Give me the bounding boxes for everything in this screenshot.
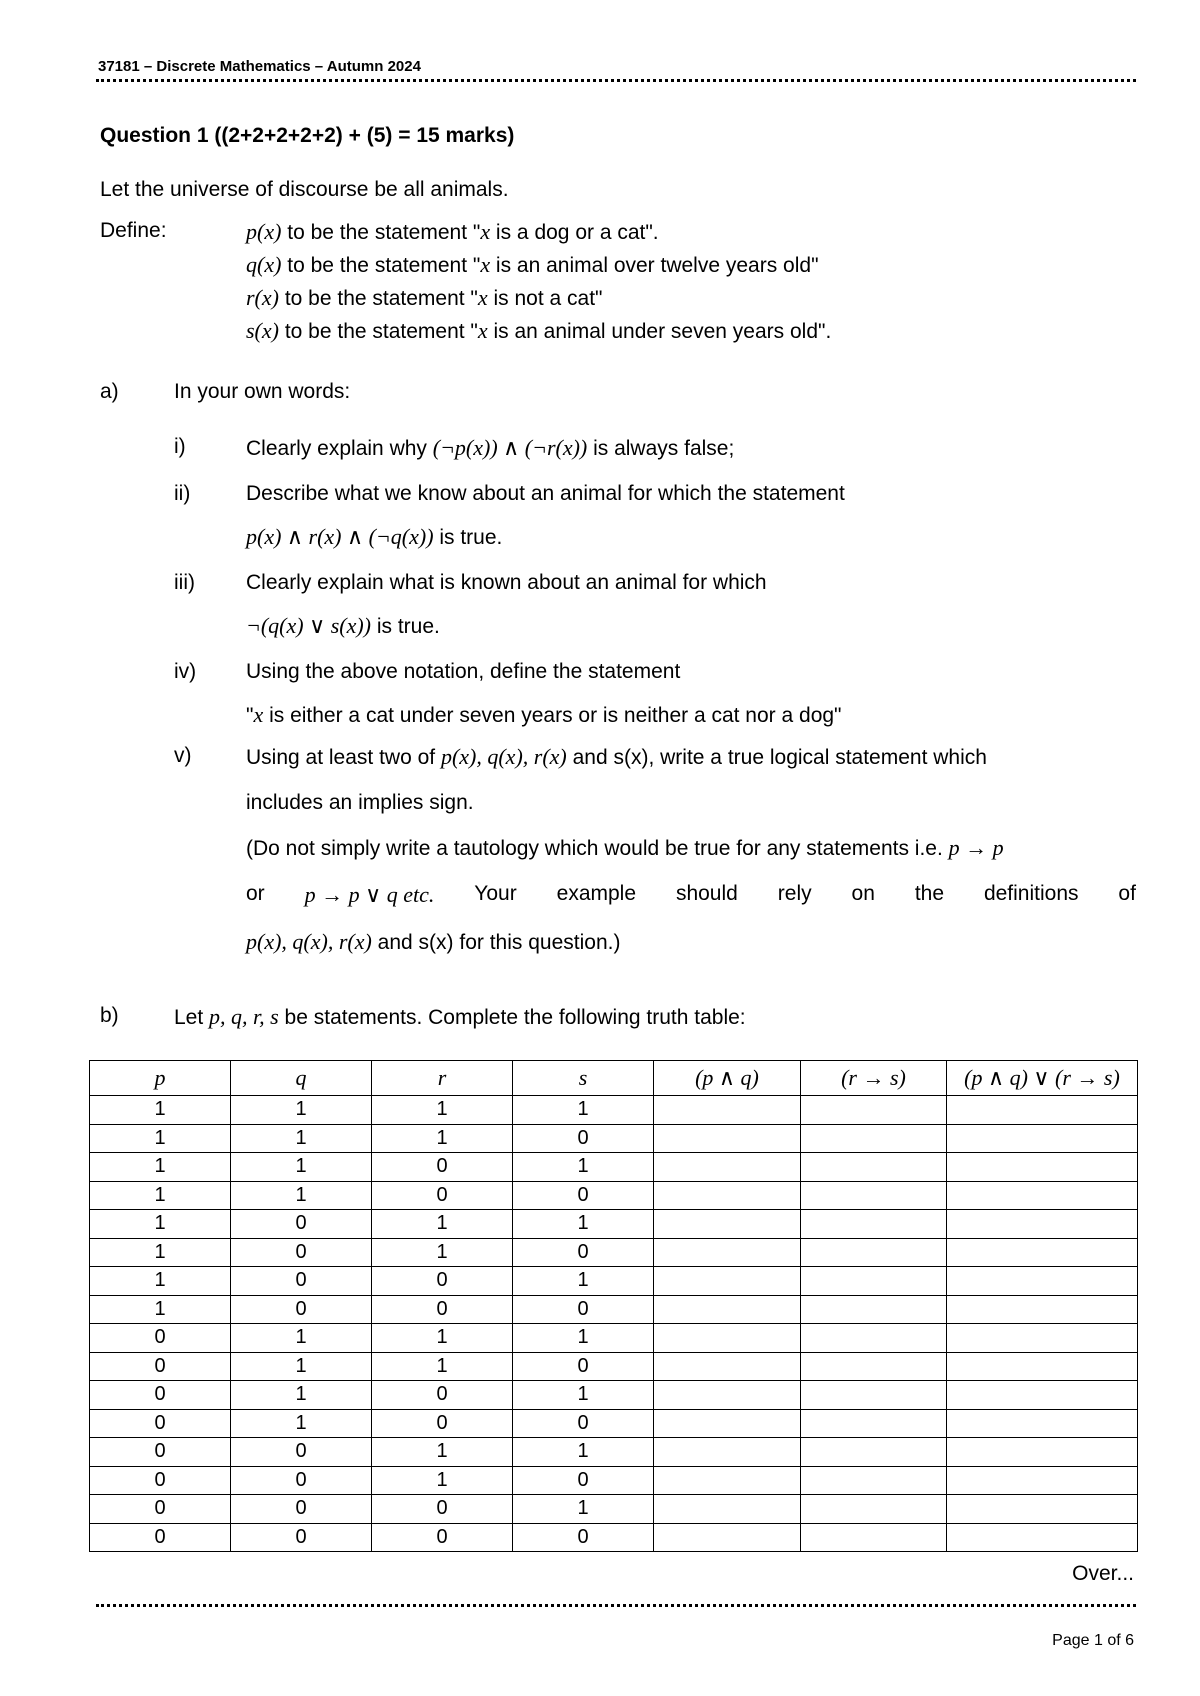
truth-table-body: [90, 1096, 1138, 1552]
truth-value-cell: 0: [90, 1466, 231, 1495]
answer-cell[interactable]: [654, 1124, 801, 1153]
def-symbol: q(x): [246, 252, 282, 277]
item-v-line5-and: and: [371, 931, 419, 954]
answer-cell[interactable]: [947, 1153, 1138, 1182]
answer-cell[interactable]: [947, 1238, 1138, 1267]
table-row: [90, 1324, 1138, 1353]
truth-value-cell: 0: [372, 1153, 513, 1182]
truth-value-cell: 1: [231, 1124, 372, 1153]
answer-cell[interactable]: [947, 1466, 1138, 1495]
truth-value-cell: 0: [231, 1238, 372, 1267]
answer-cell[interactable]: [801, 1210, 947, 1239]
answer-cell[interactable]: [801, 1438, 947, 1467]
part-b-expr: p, q, r, s: [209, 1004, 279, 1029]
header-r-implies-s: (r → s): [801, 1061, 947, 1096]
item-v-post: , write a true logical statement which: [648, 746, 987, 769]
def-var: x: [480, 219, 491, 244]
truth-value-cell: 1: [513, 1495, 654, 1524]
item-v-line5: [246, 929, 620, 955]
answer-cell[interactable]: [654, 1153, 801, 1182]
item-i-expr: (¬p(x)) ∧ (¬r(x)): [432, 435, 588, 460]
answer-cell[interactable]: [654, 1238, 801, 1267]
truth-value-cell: 0: [90, 1381, 231, 1410]
truth-value-cell: 1: [372, 1210, 513, 1239]
item-ii-expr: p(x) ∧ r(x) ∧ (¬q(x)): [246, 524, 434, 549]
truth-value-cell: 0: [231, 1210, 372, 1239]
answer-cell[interactable]: [947, 1438, 1138, 1467]
word: example: [556, 882, 637, 905]
answer-cell[interactable]: [654, 1495, 801, 1524]
item-v-line3-text: (Do not simply write a tautology which would be true for any statements i.e.: [246, 837, 949, 860]
header-s: s: [513, 1061, 654, 1096]
table-row: [90, 1381, 1138, 1410]
item-v-number: v): [174, 744, 192, 767]
truth-value-cell: 1: [90, 1124, 231, 1153]
answer-cell[interactable]: [654, 1324, 801, 1353]
answer-cell[interactable]: [801, 1181, 947, 1210]
def-text: to be the statement ": [281, 254, 481, 277]
answer-cell[interactable]: [801, 1523, 947, 1552]
answer-cell[interactable]: [947, 1124, 1138, 1153]
answer-cell[interactable]: [654, 1438, 801, 1467]
item-v-line2: includes an implies sign.: [246, 791, 474, 814]
answer-cell[interactable]: [947, 1210, 1138, 1239]
answer-cell[interactable]: [947, 1381, 1138, 1410]
definition-r: [246, 285, 603, 311]
truth-value-cell: 1: [513, 1438, 654, 1467]
item-v-line1: [246, 744, 987, 770]
truth-value-cell: 0: [90, 1523, 231, 1552]
item-ii-number: ii): [174, 482, 191, 505]
item-v-line3-expr: p → p: [948, 835, 1004, 860]
definition-s: [246, 318, 831, 344]
item-i-text: [246, 435, 734, 461]
item-iii-number: iii): [174, 571, 195, 594]
truth-value-cell: 0: [231, 1295, 372, 1324]
part-b-label: b): [100, 1004, 119, 1027]
define-label: Define:: [100, 219, 167, 242]
table-row: [90, 1352, 1138, 1381]
answer-cell[interactable]: [801, 1381, 947, 1410]
truth-value-cell: 0: [513, 1181, 654, 1210]
truth-value-cell: 0: [372, 1181, 513, 1210]
answer-cell[interactable]: [654, 1295, 801, 1324]
header-divider: [96, 79, 1136, 82]
truth-value-cell: 0: [231, 1466, 372, 1495]
truth-value-cell: 0: [231, 1523, 372, 1552]
truth-value-cell: 1: [90, 1295, 231, 1324]
universe-statement: Let the universe of discourse be all animals.: [100, 178, 509, 201]
table-row: [90, 1295, 1138, 1324]
word: definitions: [983, 882, 1079, 905]
table-row: [90, 1210, 1138, 1239]
item-iv-rest: is either a cat under seven years or is neither a cat nor a dog": [263, 704, 842, 727]
truth-value-cell: 0: [372, 1409, 513, 1438]
table-row: [90, 1267, 1138, 1296]
def-var: x: [480, 252, 491, 277]
answer-cell[interactable]: [654, 1267, 801, 1296]
header-combined: (p ∧ q) ∨ (r → s): [947, 1061, 1138, 1096]
answer-cell[interactable]: [947, 1267, 1138, 1296]
truth-value-cell: 1: [90, 1238, 231, 1267]
table-row: [90, 1096, 1138, 1125]
answer-cell[interactable]: [801, 1153, 947, 1182]
truth-value-cell: 0: [513, 1409, 654, 1438]
question-title: Question 1 ((2+2+2+2+2) + (5) = 15 marks): [100, 124, 515, 147]
item-iv-line1: Using the above notation, define the statement: [246, 660, 681, 683]
footer-divider: [96, 1604, 1136, 1607]
truth-value-cell: 0: [372, 1495, 513, 1524]
answer-cell[interactable]: [947, 1324, 1138, 1353]
answer-cell[interactable]: [801, 1124, 947, 1153]
def-symbol: s(x): [246, 318, 279, 343]
answer-cell[interactable]: [654, 1466, 801, 1495]
item-i-pre: Clearly explain why: [246, 437, 433, 460]
truth-value-cell: 1: [372, 1096, 513, 1125]
truth-value-cell: 1: [231, 1352, 372, 1381]
part-b-post: be statements. Complete the following truth table:: [278, 1006, 746, 1029]
truth-value-cell: 1: [372, 1352, 513, 1381]
truth-value-cell: 1: [231, 1324, 372, 1353]
header-q: q: [231, 1061, 372, 1096]
answer-cell[interactable]: [654, 1181, 801, 1210]
item-v-line5-s: s(x): [418, 931, 454, 954]
page-number: Page 1 of 6: [1052, 1632, 1134, 1649]
truth-value-cell: 1: [513, 1153, 654, 1182]
part-a-label: a): [100, 380, 119, 403]
truth-value-cell: 0: [372, 1267, 513, 1296]
truth-value-cell: 1: [231, 1381, 372, 1410]
table-row: [90, 1438, 1138, 1467]
item-iv-quote: ": [246, 704, 254, 727]
table-row: [90, 1124, 1138, 1153]
truth-value-cell: 0: [90, 1495, 231, 1524]
def-text: to be the statement ": [281, 221, 481, 244]
truth-value-cell: 0: [513, 1352, 654, 1381]
item-ii-post: is true.: [433, 526, 503, 549]
def-symbol: p(x): [246, 219, 282, 244]
answer-cell[interactable]: [801, 1324, 947, 1353]
definition-q: [246, 252, 819, 278]
truth-value-cell: 1: [90, 1181, 231, 1210]
answer-cell[interactable]: [801, 1096, 947, 1125]
truth-value-cell: 1: [372, 1124, 513, 1153]
table-row: [90, 1409, 1138, 1438]
truth-value-cell: 1: [231, 1096, 372, 1125]
part-b-pre: Let: [174, 1006, 210, 1029]
answer-cell[interactable]: [947, 1295, 1138, 1324]
item-v-expr: p(x), q(x), r(x): [440, 744, 567, 769]
truth-value-cell: 0: [90, 1324, 231, 1353]
truth-value-cell: 1: [513, 1210, 654, 1239]
answer-cell[interactable]: [801, 1295, 947, 1324]
word: rely: [777, 882, 812, 905]
truth-value-cell: 1: [372, 1466, 513, 1495]
truth-value-cell: 0: [513, 1124, 654, 1153]
truth-value-cell: 1: [513, 1267, 654, 1296]
answer-cell[interactable]: [801, 1267, 947, 1296]
answer-cell[interactable]: [654, 1352, 801, 1381]
truth-value-cell: 0: [90, 1352, 231, 1381]
word: the: [914, 882, 945, 905]
part-b-text: [174, 1004, 746, 1030]
def-text: to be the statement ": [278, 320, 478, 343]
truth-value-cell: 0: [513, 1523, 654, 1552]
word: Your: [474, 882, 517, 905]
item-v-line5-post: for this question.): [453, 931, 621, 954]
table-row: [90, 1466, 1138, 1495]
item-iii-expr: ¬(q(x) ∨ s(x)): [246, 613, 371, 638]
truth-value-cell: 0: [231, 1267, 372, 1296]
over-note: Over...: [1072, 1562, 1134, 1585]
truth-value-cell: 0: [513, 1238, 654, 1267]
word: of: [1118, 882, 1136, 905]
item-v-pre: Using at least two of: [246, 746, 441, 769]
truth-value-cell: 1: [90, 1210, 231, 1239]
def-text: to be the statement ": [278, 287, 478, 310]
item-iv-var: x: [253, 702, 264, 727]
table-row: [90, 1238, 1138, 1267]
word-expr: p → p ∨ q etc.: [304, 882, 435, 907]
truth-value-cell: 1: [372, 1238, 513, 1267]
truth-value-cell: 0: [231, 1495, 372, 1524]
truth-value-cell: 1: [90, 1267, 231, 1296]
truth-table-header-row: [90, 1061, 1138, 1096]
course-header: 37181 – Discrete Mathematics – Autumn 2024: [98, 58, 421, 75]
def-var: x: [477, 285, 488, 310]
def-rest: is an animal under seven years old".: [487, 320, 832, 343]
answer-cell[interactable]: [801, 1238, 947, 1267]
header-r: r: [372, 1061, 513, 1096]
item-iii-line1: Clearly explain what is known about an animal for which: [246, 571, 767, 594]
answer-cell[interactable]: [947, 1495, 1138, 1524]
table-row: [90, 1153, 1138, 1182]
item-iii-post: is true.: [371, 615, 440, 638]
part-a-intro: In your own words:: [174, 380, 351, 403]
table-row: [90, 1181, 1138, 1210]
definition-p: [246, 219, 659, 245]
item-ii-line2: [246, 524, 502, 550]
truth-value-cell: 0: [513, 1466, 654, 1495]
truth-value-cell: 1: [513, 1324, 654, 1353]
answer-cell[interactable]: [947, 1523, 1138, 1552]
item-i-post: is always false;: [587, 437, 735, 460]
item-v-and: and: [566, 746, 614, 769]
header-p-and-q: (p ∧ q): [654, 1061, 801, 1096]
answer-cell[interactable]: [654, 1381, 801, 1410]
truth-value-cell: 0: [372, 1523, 513, 1552]
truth-value-cell: 0: [372, 1381, 513, 1410]
def-symbol: r(x): [246, 285, 279, 310]
def-rest: is not a cat": [487, 287, 603, 310]
item-iii-line2: [246, 613, 440, 639]
truth-value-cell: 0: [90, 1438, 231, 1467]
item-iv-line2: [246, 702, 842, 728]
answer-cell[interactable]: [801, 1409, 947, 1438]
word: on: [851, 882, 875, 905]
word: or: [246, 882, 265, 905]
truth-value-cell: 0: [513, 1295, 654, 1324]
truth-value-cell: 0: [90, 1409, 231, 1438]
table-row: [90, 1523, 1138, 1552]
answer-cell[interactable]: [947, 1352, 1138, 1381]
truth-value-cell: 1: [513, 1381, 654, 1410]
word: should: [675, 882, 738, 905]
answer-cell[interactable]: [654, 1096, 801, 1125]
item-ii-line1: Describe what we know about an animal for which the statement: [246, 482, 845, 505]
truth-value-cell: 1: [231, 1181, 372, 1210]
def-var: x: [477, 318, 488, 343]
def-rest: is an animal over twelve years old": [490, 254, 819, 277]
answer-cell[interactable]: [801, 1466, 947, 1495]
answer-cell[interactable]: [654, 1409, 801, 1438]
answer-cell[interactable]: [947, 1096, 1138, 1125]
def-rest: is a dog or a cat".: [490, 221, 659, 244]
answer-cell[interactable]: [947, 1409, 1138, 1438]
answer-cell[interactable]: [947, 1181, 1138, 1210]
answer-cell[interactable]: [654, 1210, 801, 1239]
truth-table: [89, 1060, 1138, 1552]
answer-cell[interactable]: [801, 1495, 947, 1524]
table-row: [90, 1495, 1138, 1524]
item-v-line4: [246, 882, 1136, 908]
item-i-number: i): [174, 435, 186, 458]
item-v-line5-expr: p(x), q(x), r(x): [246, 929, 372, 954]
truth-value-cell: 1: [231, 1153, 372, 1182]
truth-value-cell: 1: [372, 1438, 513, 1467]
truth-value-cell: 1: [231, 1409, 372, 1438]
truth-value-cell: 1: [513, 1096, 654, 1125]
truth-value-cell: 0: [231, 1438, 372, 1467]
truth-value-cell: 1: [372, 1324, 513, 1353]
item-iv-number: iv): [174, 660, 197, 683]
answer-cell[interactable]: [801, 1352, 947, 1381]
item-v-line3: [246, 835, 1004, 861]
header-p: p: [90, 1061, 231, 1096]
truth-value-cell: 0: [372, 1295, 513, 1324]
answer-cell[interactable]: [654, 1523, 801, 1552]
truth-value-cell: 1: [90, 1096, 231, 1125]
item-v-s: s(x): [613, 746, 649, 769]
truth-value-cell: 1: [90, 1153, 231, 1182]
